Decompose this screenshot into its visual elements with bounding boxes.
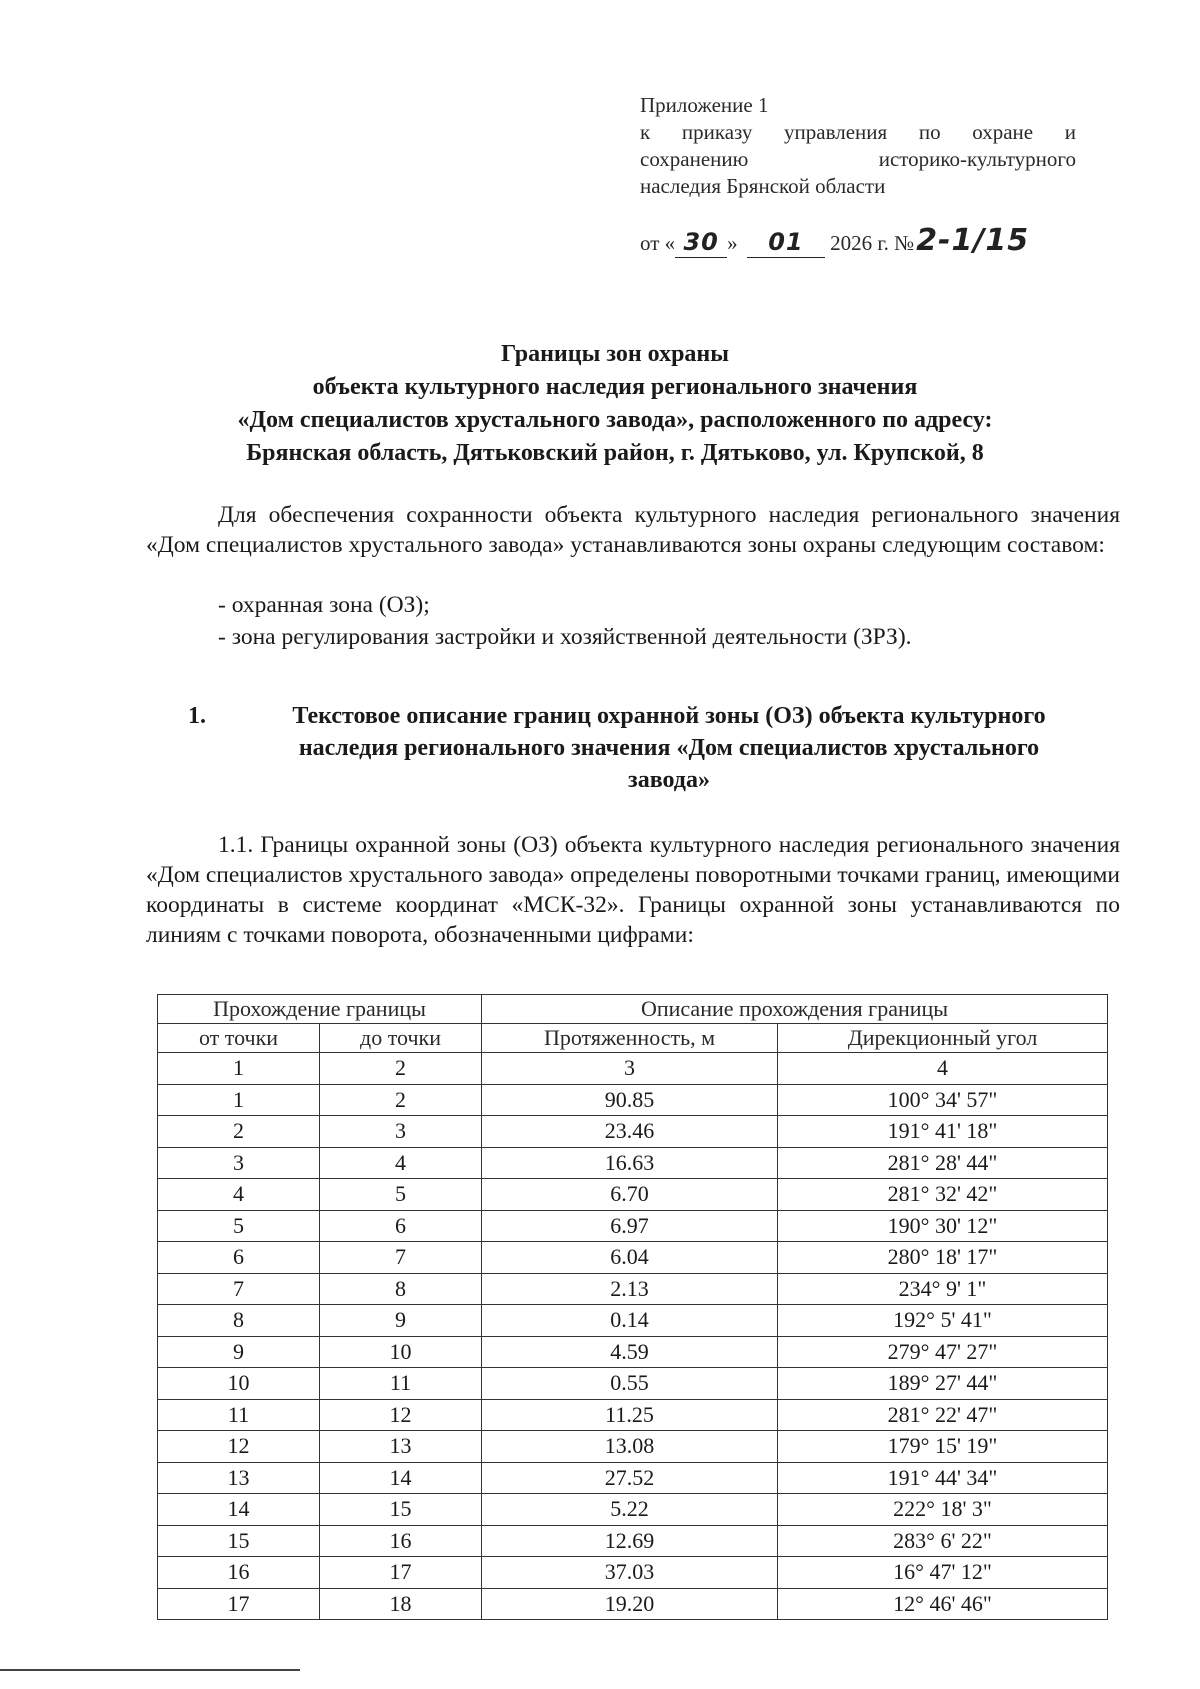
cell-from: 15 — [158, 1525, 320, 1557]
cell-angle: 280° 18' 17" — [778, 1242, 1108, 1274]
table-row — [158, 1305, 1108, 1337]
title-line-3: «Дом специалистов хрустального завода», расположенного по адресу: — [237, 407, 993, 433]
cell-angle: 222° 18' 3" — [778, 1494, 1108, 1526]
table-row — [158, 1273, 1108, 1305]
cell-to: 10 — [320, 1336, 482, 1368]
cell-to: 14 — [320, 1462, 482, 1494]
table-row — [158, 1084, 1108, 1116]
cell-from: 9 — [158, 1336, 320, 1368]
intro-paragraph — [146, 500, 1120, 560]
col-header-to: до точки — [320, 1024, 482, 1053]
table-row — [158, 1588, 1108, 1620]
order-quote-close: » — [727, 231, 738, 255]
table-row — [158, 1242, 1108, 1274]
cell-angle: 191° 44' 34" — [778, 1462, 1108, 1494]
cell-from: 12 — [158, 1431, 320, 1463]
table-column-header-row — [158, 1024, 1108, 1053]
appendix-line-2: к приказу управления по охране и — [640, 120, 1076, 144]
cell-angle: 192° 5' 41" — [778, 1305, 1108, 1337]
table-row — [158, 1399, 1108, 1431]
cell-length: 11.25 — [482, 1399, 778, 1431]
cell-to: 3 — [320, 1116, 482, 1148]
cell-from: 3 — [158, 1147, 320, 1179]
appendix-line-4: наследия Брянской области — [640, 174, 886, 198]
cell-from: 5 — [158, 1210, 320, 1242]
zone-list-item-1: - охранная зона (ОЗ); — [218, 592, 430, 618]
cell-from: 11 — [158, 1399, 320, 1431]
cell-angle: 234° 9' 1" — [778, 1273, 1108, 1305]
paragraph-1-1 — [146, 830, 1120, 950]
cell-to: 8 — [320, 1273, 482, 1305]
cell-to: 5 — [320, 1179, 482, 1211]
cell-angle: 12° 46' 46" — [778, 1588, 1108, 1620]
section-1-heading — [188, 700, 1118, 796]
cell-to: 15 — [320, 1494, 482, 1526]
col-number-4: 4 — [778, 1053, 1108, 1085]
cell-angle: 283° 6' 22" — [778, 1525, 1108, 1557]
table-row — [158, 1336, 1108, 1368]
cell-angle: 281° 32' 42" — [778, 1179, 1108, 1211]
cell-angle: 189° 27' 44" — [778, 1368, 1108, 1400]
cell-length: 5.22 — [482, 1494, 778, 1526]
cell-from: 7 — [158, 1273, 320, 1305]
title-line-4: Брянская область, Дятьковский район, г. Дятьково, ул. Крупской, 8 — [246, 440, 984, 466]
cell-from: 13 — [158, 1462, 320, 1494]
order-reference — [640, 223, 1080, 258]
section-heading-line-2: наследия регионального значения «Дом специалистов хрустального — [298, 735, 1040, 761]
cell-from: 16 — [158, 1557, 320, 1589]
title-line-1: Границы зон охраны — [501, 341, 729, 367]
section-heading-line-1: Текстовое описание границ охранной зоны (ОЗ) объекта культурного — [292, 703, 1046, 729]
col-header-angle: Дирекционный угол — [778, 1024, 1108, 1053]
cell-from: 8 — [158, 1305, 320, 1337]
section-heading-line-3: завода» — [628, 767, 710, 793]
order-number-handwritten: 2-1/15 — [916, 223, 1030, 258]
cell-length: 16.63 — [482, 1147, 778, 1179]
cell-angle: 279° 47' 27" — [778, 1336, 1108, 1368]
col-header-from: от точки — [158, 1024, 320, 1053]
group-header-description: Описание прохождения границы — [482, 995, 1108, 1024]
cell-to: 18 — [320, 1588, 482, 1620]
cell-angle: 281° 28' 44" — [778, 1147, 1108, 1179]
table-row — [158, 1462, 1108, 1494]
cell-to: 9 — [320, 1305, 482, 1337]
table-group-header-row — [158, 995, 1108, 1024]
col-header-length: Протяженность, м — [482, 1024, 778, 1053]
table-row — [158, 1525, 1108, 1557]
zone-list-item-2: - зона регулирования застройки и хозяйственной деятельности (ЗРЗ). — [218, 624, 912, 650]
cell-length: 2.13 — [482, 1273, 778, 1305]
order-month-handwritten: 01 — [747, 227, 825, 258]
document-title — [140, 338, 1090, 470]
cell-length: 6.70 — [482, 1179, 778, 1211]
cell-from: 1 — [158, 1084, 320, 1116]
cell-to: 2 — [320, 1084, 482, 1116]
cell-to: 17 — [320, 1557, 482, 1589]
cell-from: 10 — [158, 1368, 320, 1400]
cell-to: 11 — [320, 1368, 482, 1400]
cell-length: 6.97 — [482, 1210, 778, 1242]
cell-to: 6 — [320, 1210, 482, 1242]
order-day-handwritten: 30 — [675, 227, 727, 258]
order-year: 2026 г. № — [830, 231, 915, 255]
cell-angle: 281° 22' 47" — [778, 1399, 1108, 1431]
cell-length: 0.55 — [482, 1368, 778, 1400]
cell-to: 4 — [320, 1147, 482, 1179]
cell-from: 14 — [158, 1494, 320, 1526]
cell-from: 17 — [158, 1588, 320, 1620]
cell-length: 6.04 — [482, 1242, 778, 1274]
cell-angle: 190° 30' 12" — [778, 1210, 1108, 1242]
footer-rule — [0, 1669, 300, 1671]
cell-length: 90.85 — [482, 1084, 778, 1116]
cell-to: 13 — [320, 1431, 482, 1463]
cell-length: 19.20 — [482, 1588, 778, 1620]
appendix-header — [640, 92, 1076, 200]
cell-to: 16 — [320, 1525, 482, 1557]
col-number-3: 3 — [482, 1053, 778, 1085]
cell-length: 4.59 — [482, 1336, 778, 1368]
cell-length: 37.03 — [482, 1557, 778, 1589]
cell-from: 4 — [158, 1179, 320, 1211]
cell-length: 12.69 — [482, 1525, 778, 1557]
cell-from: 6 — [158, 1242, 320, 1274]
order-prefix: от « — [640, 231, 676, 255]
cell-angle: 179° 15' 19" — [778, 1431, 1108, 1463]
boundary-table — [157, 994, 1108, 1620]
cell-angle: 100° 34' 57" — [778, 1084, 1108, 1116]
group-header-passage: Прохождение границы — [158, 995, 482, 1024]
table-row — [158, 1116, 1108, 1148]
appendix-line-3: сохранению историко-культурного — [640, 147, 1076, 171]
table-column-number-row — [158, 1053, 1108, 1085]
cell-length: 23.46 — [482, 1116, 778, 1148]
table-row — [158, 1494, 1108, 1526]
cell-angle: 16° 47' 12" — [778, 1557, 1108, 1589]
table-row — [158, 1557, 1108, 1589]
cell-length: 0.14 — [482, 1305, 778, 1337]
cell-angle: 191° 41' 18" — [778, 1116, 1108, 1148]
cell-length: 13.08 — [482, 1431, 778, 1463]
table-row — [158, 1147, 1108, 1179]
table-row — [158, 1368, 1108, 1400]
section-number: 1. — [188, 703, 206, 729]
cell-to: 12 — [320, 1399, 482, 1431]
intro-text: Для обеспечения сохранности объекта культурного наследия регионального значения «Дом специалистов хрустального завода» устанавливаются зоны охраны следующим составом: — [146, 502, 1120, 558]
cell-to: 7 — [320, 1242, 482, 1274]
col-number-2: 2 — [320, 1053, 482, 1085]
table-row — [158, 1179, 1108, 1211]
title-line-2: объекта культурного наследия регионального значения — [312, 374, 918, 400]
table-row — [158, 1210, 1108, 1242]
cell-length: 27.52 — [482, 1462, 778, 1494]
appendix-title: Приложение 1 — [640, 93, 769, 117]
paragraph-1-1-text: 1.1. Границы охранной зоны (ОЗ) объекта культурного наследия регионального значения «Дом специалистов хрустального завода» определены поворотными точками границ, имеющими координаты в системе координат «МСК-32». Границы охранной зоны устанавливаются по линиям с точками поворота, обозначенными цифрами: — [146, 832, 1120, 948]
col-number-1: 1 — [158, 1053, 320, 1085]
cell-from: 2 — [158, 1116, 320, 1148]
table-row — [158, 1431, 1108, 1463]
